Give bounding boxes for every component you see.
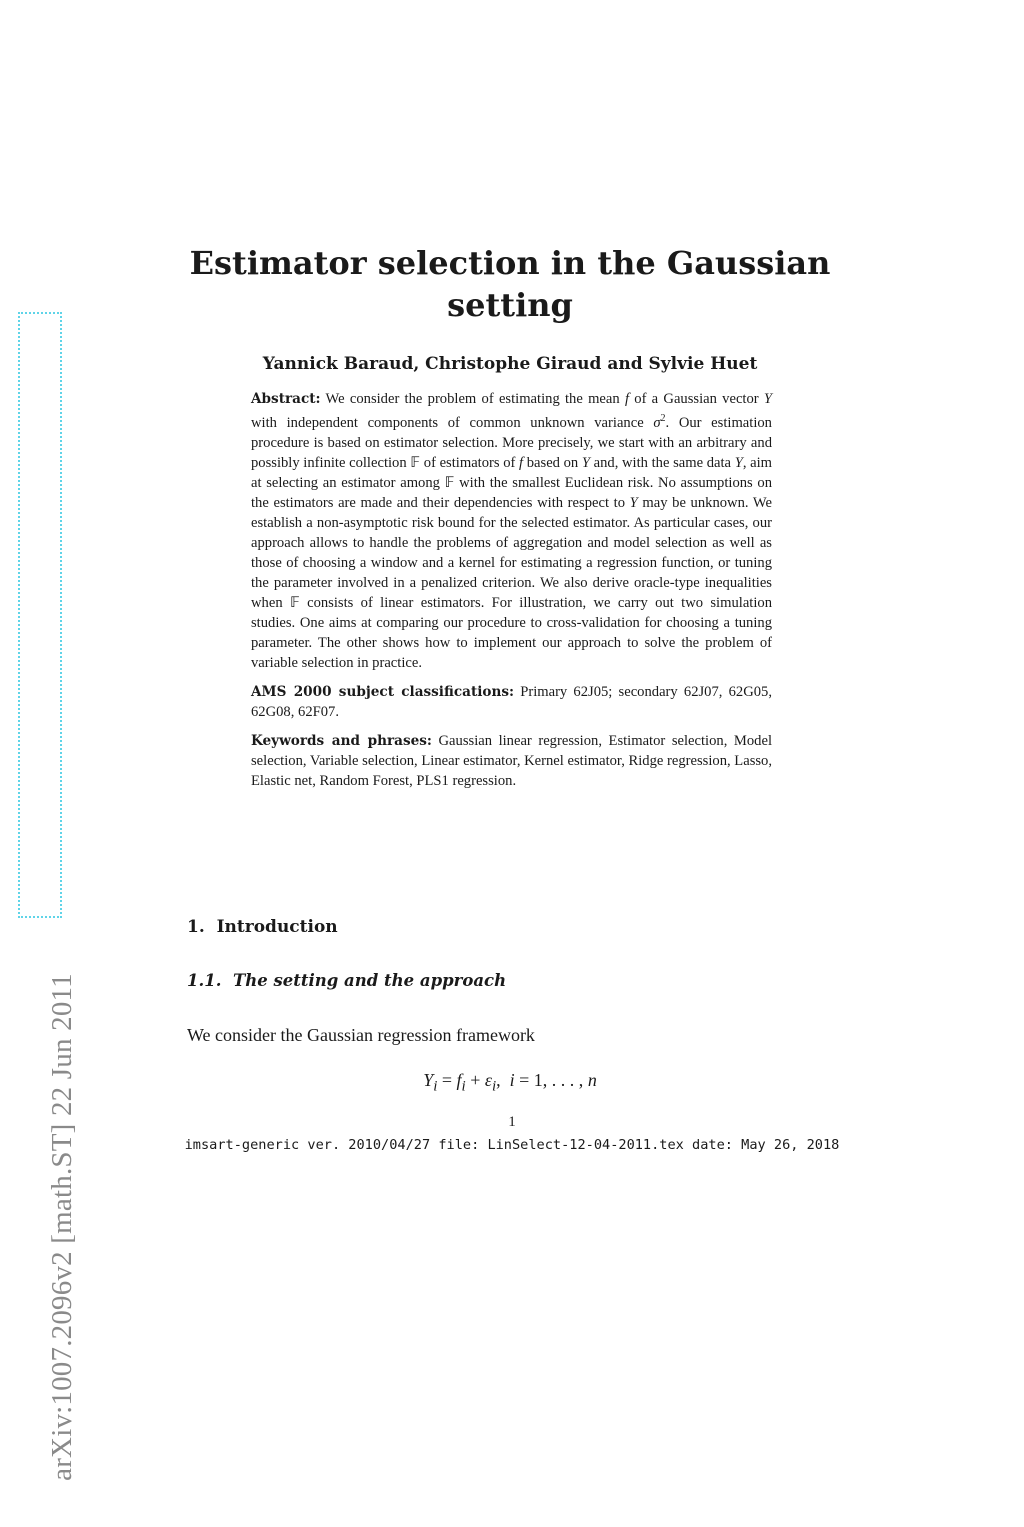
abstract-label: Abstract:: [251, 391, 321, 407]
keywords: [251, 731, 772, 791]
abstract-text-5: based on: [523, 454, 582, 471]
abstract-f: f: [624, 391, 630, 407]
abstract-f-2: f: [519, 454, 524, 471]
abstract: [251, 389, 772, 673]
ams-classifications: [251, 682, 772, 722]
abstract-text-7: , aim at selecting an estimator among 𝔽 with the smallest Euclidean risk. No assumptions on the estimators are made and their dependencies with respect to: [251, 454, 772, 511]
keywords-label: Keywords and phrases:: [251, 732, 432, 749]
abstract-sigma: σ: [653, 414, 661, 431]
eq-comma: ,: [496, 1070, 510, 1090]
subsection-heading: [187, 969, 506, 993]
ams-text: Primary 62J05; secondary 62J07, 62G05, 62G08, 62F07.: [251, 683, 772, 720]
section-title: Introduction: [216, 917, 338, 937]
title-line-2: setting: [447, 286, 573, 324]
section-number: 1.: [187, 917, 205, 937]
subsection-title: The setting and the approach: [232, 971, 507, 990]
authors: Yannick Baraud, Christophe Giraud and Sylvie Huet: [262, 354, 758, 374]
eq-n: n: [587, 1070, 597, 1090]
abstract-text-2: of a Gaussian vector: [629, 391, 764, 407]
page-number: 1: [508, 1114, 516, 1130]
abstract-y-2: Y: [581, 454, 590, 471]
arxiv-stamp-border: [18, 312, 62, 918]
abstract-sigma-exp: 2: [660, 413, 666, 424]
abstract-y-4: Y: [629, 494, 638, 511]
eq-f: f: [456, 1070, 462, 1090]
eq-eps-sub: i: [491, 1078, 497, 1095]
footer: imsart-generic ver. 2010/04/27 file: LinSelect-12-04-2011.tex date: May 26, 2018: [184, 1137, 840, 1153]
title-line-1: Estimator selection in the Gaussian: [189, 244, 831, 282]
ams-label: AMS 2000 subject classifications:: [251, 683, 515, 700]
abstract-text-6: and, with the same data: [590, 454, 735, 471]
keywords-text: Gaussian linear regression, Estimator selection, Model selection, Variable selection, Linear estimator, Kernel estimator, Ridge regression, Lasso, Elastic net, Random Forest, PLS1 regression.: [251, 732, 772, 789]
abstract-text-1: We consider the problem of estimating the mean: [325, 391, 625, 407]
abstract-text-8: may be unknown. We establish a non-asymptotic risk bound for the selected estimator. As particular cases, our approach allows to handle the problems of aggregation and model selection as well as those of choosing a window and a kernel for estimating a regression function, or tuning the parameter involved in a penalized criterion. We also derive oracle-type inequalities when 𝔽 consists of linear estimators. For illustration, we carry out two simulation studies. One aims at comparing our procedure to cross-validation for choosing a tuning parameter. The other shows how to implement our approach to solve the problem of variable selection in practice.: [251, 494, 772, 671]
eq-plus: +: [465, 1070, 485, 1090]
eq-f-sub: i: [461, 1078, 466, 1095]
abstract-y: Y: [763, 391, 773, 407]
eq-index: i: [509, 1070, 515, 1090]
section-heading: [187, 915, 338, 939]
eq-y: Y: [423, 1070, 434, 1090]
body-paragraph: We consider the Gaussian regression framework: [187, 1025, 535, 1045]
eq-equals: =: [437, 1070, 457, 1090]
abstract-text-4: . Our estimation procedure is based on estimator selection. More precisely, we start with an arbitrary and possibly infinite collection 𝔽 of estimators of: [251, 414, 772, 471]
subsection-number: 1.1.: [187, 971, 222, 990]
abstract-text-3: with independent components of common unknown variance: [251, 414, 654, 431]
eq-y-sub: i: [433, 1078, 438, 1095]
paper-title: [150, 242, 870, 326]
arxiv-stamp-text[interactable]: arXiv:1007.2096v2 [math.ST] 22 Jun 2011: [46, 973, 78, 1481]
eq-range: = 1, . . . ,: [514, 1070, 588, 1090]
eq-eps: ε: [484, 1070, 492, 1090]
regression-equation: [300, 1067, 720, 1100]
abstract-y-3: Y: [734, 454, 743, 471]
abstract-block: [251, 389, 772, 800]
